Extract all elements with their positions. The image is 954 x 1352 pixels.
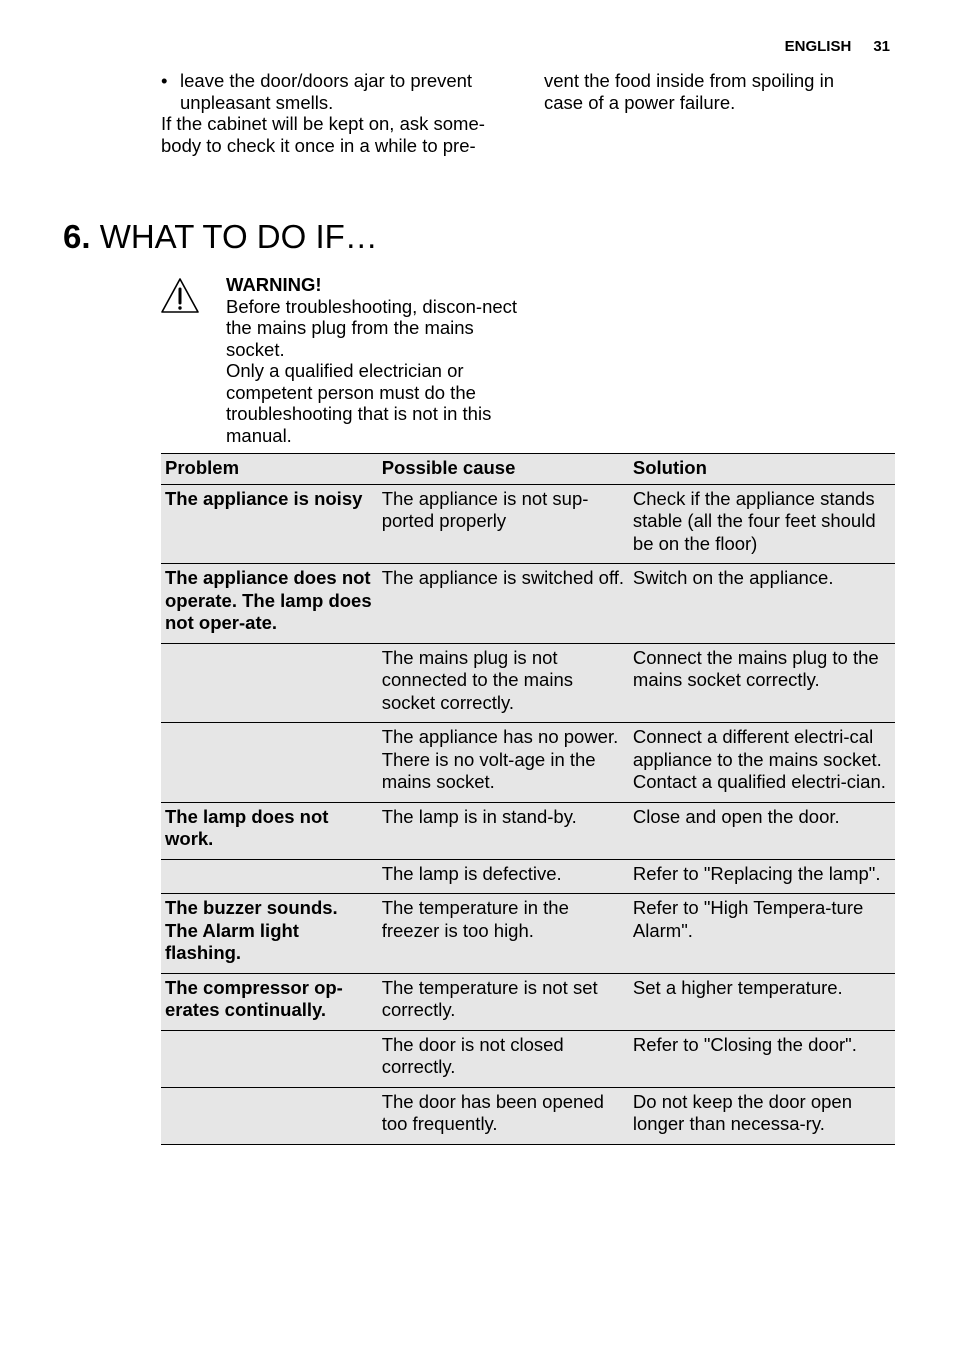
cell-problem: [161, 1030, 378, 1087]
cell-cause: The lamp is defective.: [378, 859, 629, 894]
section-number: 6.: [63, 218, 91, 255]
cell-solution: Connect the mains plug to the mains socket correctly.: [629, 643, 895, 723]
header-solution: Solution: [629, 454, 895, 485]
table-row: [161, 894, 895, 974]
cell-solution: Connect a different electri-cal appliance to the mains socket. Contact a qualified electri-cian.: [629, 723, 895, 803]
warning-title: WARNING!: [226, 274, 322, 295]
intro-paragraph-right: vent the food inside from spoiling in case of a power failure.: [544, 70, 835, 113]
cell-solution: Close and open the door.: [629, 802, 895, 859]
warning-triangle-icon: [160, 277, 200, 315]
header-cause: Possible cause: [378, 454, 629, 485]
cell-problem: [161, 643, 378, 723]
cell-solution: Check if the appliance stands stable (all the four feet should be on the floor): [629, 484, 895, 564]
cell-solution: Set a higher temperature.: [629, 973, 895, 1030]
cell-cause: The door is not closed correctly.: [378, 1030, 629, 1087]
troubleshooting-table: [161, 453, 895, 1145]
warning-box: [226, 274, 526, 446]
section-title-text: WHAT TO DO IF…: [99, 218, 378, 255]
table-row: [161, 1087, 895, 1144]
language-label: ENGLISH: [784, 38, 852, 55]
section-title: [63, 218, 378, 256]
intro-column-left: [161, 70, 511, 156]
cell-solution: Refer to "High Tempera-ture Alarm".: [629, 894, 895, 974]
cell-cause: The mains plug is not connected to the mains socket correctly.: [378, 643, 629, 723]
cell-problem: The lamp does not work.: [161, 802, 378, 859]
cell-cause: The temperature in the freezer is too high.: [378, 894, 629, 974]
table-header-row: [161, 454, 895, 485]
cell-solution: Refer to "Closing the door".: [629, 1030, 895, 1087]
cell-problem: [161, 1087, 378, 1144]
cell-cause: The appliance is not sup-ported properly: [378, 484, 629, 564]
table-row: [161, 643, 895, 723]
cell-problem: [161, 859, 378, 894]
cell-problem: The compressor op-erates continually.: [161, 973, 378, 1030]
table-row: [161, 564, 895, 644]
bullet-dot: •: [161, 70, 168, 91]
cell-problem: The appliance is noisy: [161, 484, 378, 564]
cell-problem: [161, 723, 378, 803]
cell-cause: The appliance has no power. There is no volt-age in the mains socket.: [378, 723, 629, 803]
table-row: [161, 802, 895, 859]
page-number: 31: [873, 38, 890, 55]
cell-problem: The appliance does not operate. The lamp does not oper-ate.: [161, 564, 378, 644]
cell-solution: Refer to "Replacing the lamp".: [629, 859, 895, 894]
table-row: [161, 1030, 895, 1087]
table-row: [161, 484, 895, 564]
cell-solution: Do not keep the door open longer than necessa-ry.: [629, 1087, 895, 1144]
table-row: [161, 723, 895, 803]
header-problem: Problem: [161, 454, 378, 485]
warning-text-1: Before troubleshooting, discon-nect the mains plug from the mains socket.: [226, 295, 518, 360]
cell-problem: The buzzer sounds. The Alarm light flashing.: [161, 894, 378, 974]
cell-solution: Switch on the appliance.: [629, 564, 895, 644]
table-row: [161, 973, 895, 1030]
intro-column-right: [544, 70, 874, 113]
intro-bullet: [161, 70, 511, 113]
cell-cause: The door has been opened too frequently.: [378, 1087, 629, 1144]
cell-cause: The appliance is switched off.: [378, 564, 629, 644]
page-header: [740, 38, 890, 58]
cell-cause: The temperature is not set correctly.: [378, 973, 629, 1030]
intro-bullet-text: leave the door/doors ajar to prevent unpleasant smells.: [180, 70, 473, 113]
intro-paragraph-left: If the cabinet will be kept on, ask some-body to check it once in a while to pre-: [161, 113, 485, 156]
warning-text-2: Only a qualified electrician or competent person must do the troubleshooting that is not in this manual.: [226, 360, 492, 446]
cell-cause: The lamp is in stand-by.: [378, 802, 629, 859]
table-row: [161, 859, 895, 894]
